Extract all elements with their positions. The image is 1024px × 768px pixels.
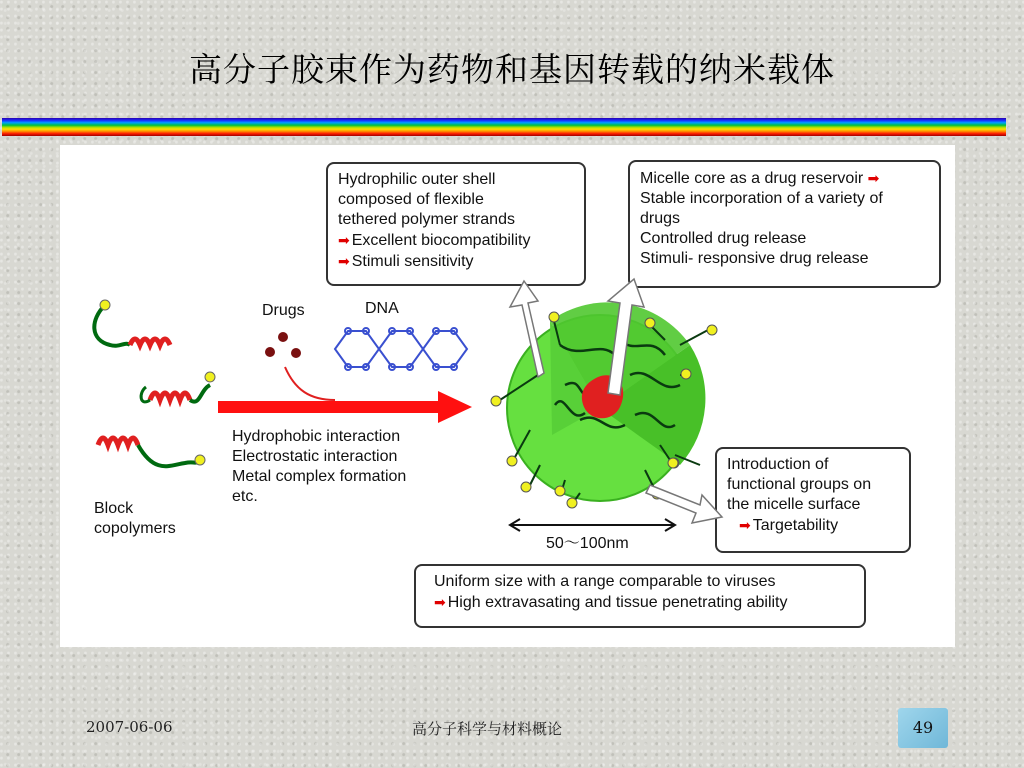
- core-line-5: Stimuli- responsive drug release: [640, 250, 869, 267]
- shell-item-2: Stimuli sensitivity: [351, 253, 474, 270]
- surface-callout-arrow: [646, 485, 722, 523]
- dna-icon: [335, 328, 467, 370]
- micelle-graphics: [60, 145, 955, 647]
- core-line-2: Stable incorporation of a variety of: [640, 190, 883, 207]
- interaction-3: Metal complex formation: [232, 468, 407, 485]
- block-copolymer-1: [94, 300, 170, 346]
- shell-line-2: composed of flexible: [338, 191, 484, 208]
- surface-item-1: Targetability: [752, 517, 839, 534]
- red-arrow-icon: ➡: [867, 170, 880, 186]
- footer-date: 2007-06-06: [86, 718, 173, 736]
- block-label-1: Block: [94, 500, 134, 517]
- core-line-1: Micelle core as a drug reservoir: [640, 170, 864, 187]
- interaction-2: Electrostatic interaction: [232, 448, 398, 465]
- block-copolymer-3: [98, 438, 205, 466]
- interaction-4: etc.: [232, 488, 258, 505]
- slide-title: 高分子胶束作为药物和基因转载的纳米载体: [189, 50, 835, 89]
- core-line-3: drugs: [640, 210, 681, 227]
- drug-molecules: [265, 332, 301, 358]
- diagram-panel: [60, 145, 955, 647]
- drug-entry-curve: [285, 367, 335, 400]
- size-item-1: High extravasating and tissue penetrating ability: [447, 594, 788, 611]
- size-label: 50～100nm: [546, 535, 629, 552]
- dna-label: DNA: [365, 300, 399, 317]
- core-line-4: Controlled drug release: [640, 230, 807, 247]
- size-double-arrow-icon: [510, 519, 675, 531]
- main-arrow-icon: [218, 391, 472, 423]
- red-arrow-icon: ➡: [739, 517, 751, 533]
- surface-line-1: Introduction of: [727, 456, 829, 473]
- shell-line-1: Hydrophilic outer shell: [338, 171, 496, 188]
- red-arrow-icon: ➡: [338, 232, 350, 248]
- red-arrow-icon: ➡: [338, 253, 350, 269]
- block-label-2: copolymers: [94, 520, 176, 537]
- interaction-1: Hydrophobic interaction: [232, 428, 401, 445]
- shell-item-1: Excellent biocompatibility: [351, 232, 531, 249]
- shell-line-3: tethered polymer strands: [338, 211, 515, 228]
- surface-line-2: functional groups on: [727, 476, 872, 493]
- size-line-1: Uniform size with a range comparable to viruses: [434, 573, 776, 590]
- page-number: 49: [898, 708, 948, 748]
- drugs-label: Drugs: [262, 302, 305, 319]
- rainbow-divider: [2, 118, 1006, 136]
- red-arrow-icon: ➡: [434, 594, 446, 610]
- footer-course: 高分子科学与材料概论: [412, 720, 563, 738]
- surface-line-3: the micelle surface: [727, 496, 861, 513]
- block-copolymer-2: [141, 372, 215, 402]
